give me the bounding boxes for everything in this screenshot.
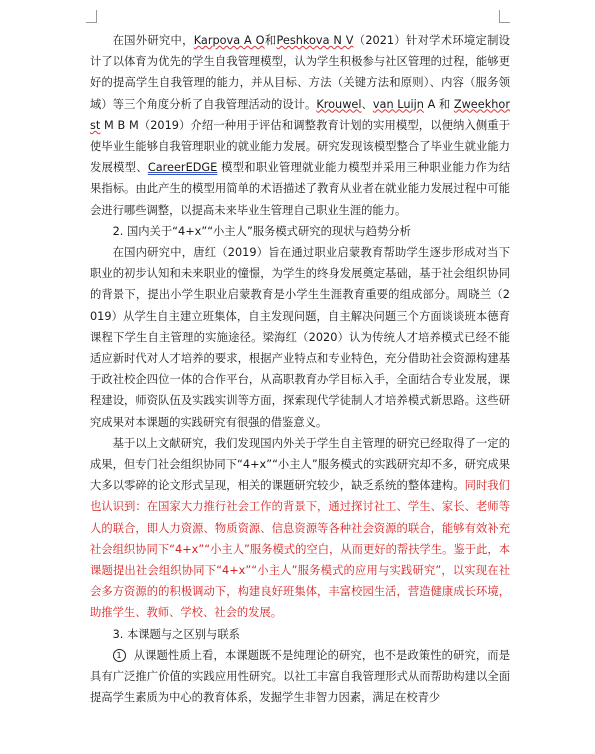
circled-number-marker: 1 — [113, 649, 126, 662]
paragraph-domestic-research: 在国内研究中，唐红（2019）旨在通过职业启蒙教育帮助学生逐步形成对当下职业的初步认知和未来职业的憧憬，为学生的终身发展奠定基础，基于社会组织协同的背景下，提出小学生职业启蒙教育是小学生生涯教育重要的组成部分。周晓兰（2019）从学生自主建立班集体，自主发现问题，自主解决问题三个方面谈谈班本德育课程下学生自主管理的实施途径。梁海红（2020）认为传统人才培养模式已经不能适应新时代对人才培养的要求，根据产业特点和专业特色，充分借助社会资源构建基于政社校企四位一体的合作平台，从高职教育办学目标入手，全面结合专业发展，课程建设，师资队伍及实践实训等方面，探索现代学徒制人才培养模式新思路。这些研究成果对本课题的实践研究有很强的借鉴意义。 — [90, 246, 510, 429]
section-heading-3: 3. 本课题与之区别与联系 — [112, 627, 240, 641]
author-name: Karpova A O — [193, 34, 265, 47]
author-name: Peshkova N V — [276, 34, 354, 47]
author-name: van Luijn — [372, 97, 424, 111]
summary-highlight-text: 同时我们也认识到：在国家大力推行社会工作的背景下，通过探讨社工、学生、家长、老师等人的联合，即人力资源、物质资源、信息资源等各种社会资源的联合，能够有效补充社会组织协同下“4+x”“小主人”服务模式的空白，从而更好的帮扶学生。鉴于此，本课题提出社会组织协同下“4+x”“小主人”服务模式的应用与实践研究”，以实现在社会多方资源的的积极调动下，构建良好班集体，丰富校园生活，营造健康成长环境，助推学生、教师、学校、社会的发展。 — [90, 479, 510, 620]
paragraph-summary — [90, 433, 510, 624]
page-corner-mark-right — [499, 10, 510, 23]
summary-text: 基于以上文献研究，我们发现国内外关于学生自主管理的研究已经取得了一定的成果，但专门社会组织协同下“4+x”“小主人”服务模式的实践研究却不多，研究成果大多以零碎的论文形式呈现，相关的课题研究较少，缺乏系统的整体建构。 — [90, 436, 510, 493]
paragraph-difference: 1 从课题性质上看，本课题既不是纯理论的研究，也不是政策性的研究，而是具有广泛推广价值的实践应用性研究。以社工丰富自我管理形式从而帮助构建以全面提高学生素质为中心的教育体系，发掘学生非智力因素，满足在校青少 — [90, 648, 510, 705]
section-heading-2: 2. 国内关于“4+x”“小主人”服务模式研究的现状与趋势分析 — [112, 224, 411, 238]
page-corner-mark-left — [86, 10, 97, 23]
document-body[interactable] — [90, 30, 510, 709]
author-name: Zweekhorst — [90, 97, 510, 132]
paragraph-foreign-research: 在国外研究中，Karpova A O和Peshkova N V（2021）针对学术环境定制设计了以体育为优先的学生自我管理模型，认为学生积极参与社区管理的过程，能够更好的提高学生自我管理的能力，并从目标、方法（关键方法和原则）、内容（服务领域）等三个角度分析了自我管理活动的设计。Krouwel、van Luijn A 和 Zweekhorst M B M（2019）介绍一种用于评估和调整教育计划的实用模型，以便纳入侧重于使毕业生能够自我管理职业的就业能力发展。研究发现该模型整合了毕业生就业能力发展模型、CareerEDGE 模型和职业管理就业能力模型并采用三种职业能力作为结果指标。由此产生的模型用简单的术语描述了教育从业者在就业能力发展过程中可能会进行哪些调整，以提高未来毕业生管理自己职业生涯的能力。 — [90, 34, 510, 217]
model-name: CareerEDGE — [147, 161, 218, 175]
author-name: Krouwel — [316, 97, 362, 111]
